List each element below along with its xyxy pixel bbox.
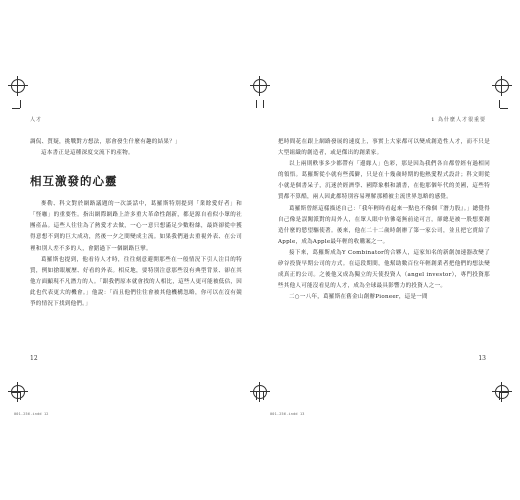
section-heading: 相互激發的心靈	[30, 174, 118, 189]
page-number: 12	[30, 355, 38, 362]
body-text	[30, 137, 242, 310]
paragraph: 葛羅斯曾經這樣描述自己：「我年輕時看起來一點也不像個『潛力股』。」總覺得自己像是誤闖派對的局外人，在眾人眼中彷彿毫無前途可言，卻總是被一股想要創造什麼的慾望驅使著。後來，他在二十二歲時創辦了第一家公司，並且把它賣給了Apple，成為Apple最年輕的收購案之一。	[278, 205, 490, 245]
paragraph: 葛羅斯也提到，他看待人才時，往往刻意避開那些在一般情況下引人注目的特質，例如搶眼履歷、好看的外表。相反地，要特別注意那些沒有典型背景、卻在其他方面顯現不凡潛力的人。「跟我們原本就會找的人相比，這些人更可能被低估，因此也代表更大的機會。」他說：「而且他們往往會被其他機構忽略，你可以在沒有競爭的情況下找到他們。」	[30, 256, 242, 308]
paragraph: 二○一八年，葛羅斯在舊金山創辦Pioneer，這是一間	[289, 294, 428, 301]
paragraph: 以上兩則軼事多少都帶有「邊緣人」色彩，那是因為我們各自都曾經有過相同的領悟。葛羅斯從小就有些孤僻，只是在十幾歲時期的他熱愛程式設計；科文則從小就是個書呆子，沉迷於經濟學、國際象棋和讀書，在他那個年代的美國，這些特質都不算酷，兩人因此都特別容易理解那種被主流世界忽略的感覺。	[278, 161, 490, 201]
paragraph: 接下來，葛羅斯成為Y Combinator的合夥人，這家知名的新創加速器改變了矽谷投資早期公司的方式。在這段期間，他幫助數百位年輕創業者把他們的想法變成真正的公司。之後他又成為獨立的天使投資人（angel investor），專門投資那些其他人可能沒看見的人才，成為全球最具影響力的投資人之一。	[278, 249, 490, 290]
paragraph: 把時間花在跟上網路發展的速度上，事實上大家都可以變成創造性人才，而不只是大型組織的創造者，或是傑出的創業家。	[278, 139, 490, 157]
running-head: 人才	[30, 117, 43, 123]
body-text	[278, 137, 490, 303]
paragraph: 調侃、質疑，挑戰對方想法，那會發生什麼有趣的結果？」	[30, 139, 181, 145]
running-head: 1 為什麼人才很重要	[431, 117, 486, 123]
page-number: 13	[478, 355, 486, 362]
print-slug: 001-256.indd 13	[270, 412, 305, 416]
right-page	[260, 0, 520, 500]
paragraph: 這本書正是這種深度交流下的產物。	[41, 150, 134, 157]
print-slug: 001-256.indd 12	[14, 412, 49, 416]
paragraph: 麥勒、科文對於網路議題的一次談話中，葛羅斯特別提到「業餘愛好者」和「怪咖」的重要性。指出網際網路上許多重大革命性創新，都是源自看似小眾的社團產品。這些人往往為了熱愛才去做，一心一意只想滿足少數粉絲，最終卻從中獲得意想不到的巨大成功，然後一夕之間變成主流。如果我們過去重視外表、在公司裡和別人差不多的人，會錯過下一個網路巨擘。	[30, 201, 242, 252]
